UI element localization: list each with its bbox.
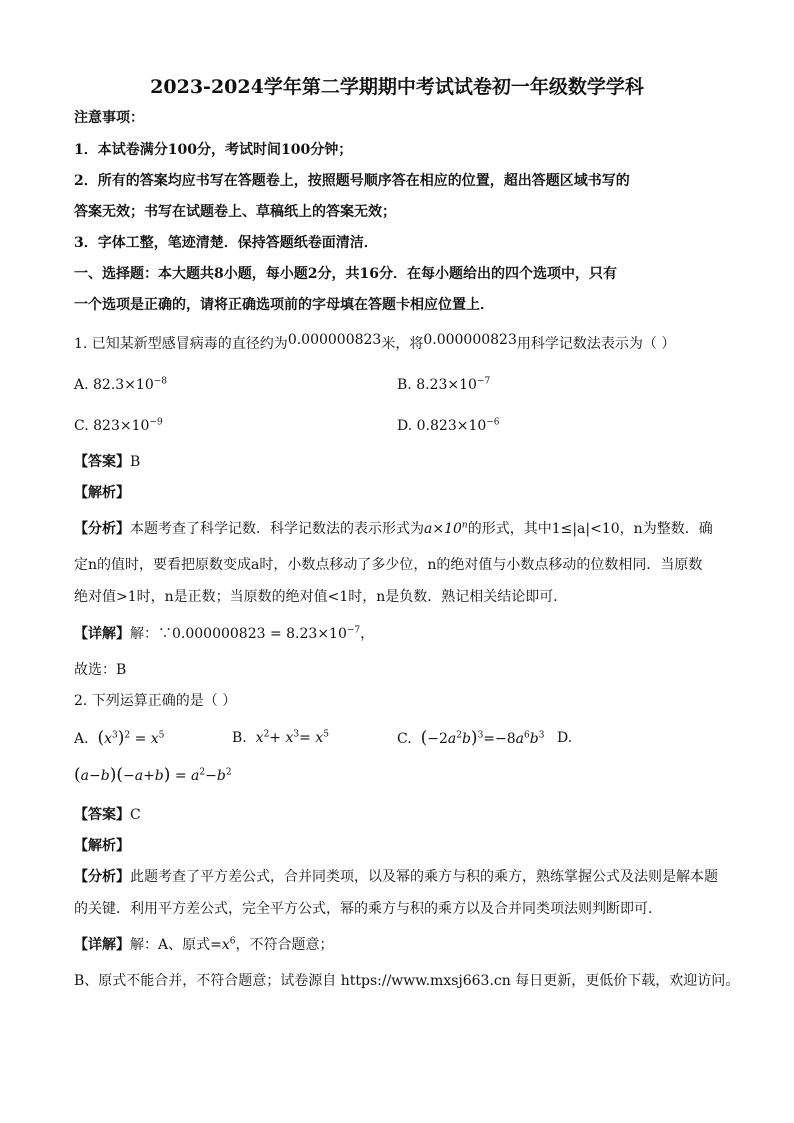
detail-text: 解：A、原式= [130,937,222,953]
option-label: B. [232,730,247,746]
option-exponent: −7 [476,376,491,387]
q1-option-b [397,375,490,395]
q2-answer [74,805,141,825]
section1-line1: 一、选择题：本大题共8小题，每小题2分，共16分．在每小题给出的四个选项中，只有 [74,266,617,282]
option-exponent: −8 [153,376,168,387]
answer-tag: 【答案】 [74,454,130,470]
option-label: A. [74,731,89,747]
q1-option-d [397,416,500,436]
section1-line2: 一个选项是正确的，请将正确选项前的字母填在答题卡相应位置上． [74,297,494,313]
q1-detail [74,624,374,644]
q1-stem-b: 米，将 [381,336,424,352]
page-title: 2023-2024学年第二学期期中考试试卷初一年级数学学科 [150,76,644,98]
option-value: 82.3×10 [93,377,154,393]
notes-item-2a: 2．所有的答案均应书写在答题卷上，按照题号顺序答在相应的位置，超出答题区域书写的 [74,173,630,189]
answer-value: B [130,454,141,470]
q2-fenxi-line1 [74,867,718,887]
q2-option-d [557,728,572,748]
q1-fenxi-line3: 绝对值>1时，n是正数；当原数的绝对值<1时，n是负数．熟记相关结论即可． [74,589,568,605]
option-value: 0.823×10 [416,418,487,434]
answer-tag: 【答案】 [74,807,130,823]
fenxi-exponent: n [461,520,468,531]
q2-detail-line1 [74,935,333,955]
option-formula: $(a-b)(-a+b) = a^2-b^2$ [74,765,232,785]
fenxi-tag: 【分析】 [74,869,130,885]
fenxi-text: 此题考查了平方差公式，合并同类项，以及幂的乘方与积的乘方，熟练掌握公式及法则是解本题 [130,869,718,885]
q2-fenxi-line2: 的关键．利用平方差公式，完全平方公式，幂的乘方与积的乘方以及合并同类项法则判断即可． [74,901,662,917]
option-formula: $(x^3)^2 = x^5$ [97,728,165,748]
detail-tag: 【详解】 [74,626,130,642]
q2-option-b [232,728,329,748]
q2-analysis-tag: 【解析】 [74,838,130,854]
q1-fenxi-line1 [74,519,713,539]
q1-stem-a: 1. 已知某新型感冒病毒的直径约为 [74,336,288,352]
q1-value-repeat: 0.000000823 [423,332,517,348]
option-formula: $x^2+ x^3= x^5$ [255,729,329,746]
q1-option-a [74,375,167,395]
detail-formula: $x^6$ [221,936,236,953]
q1-choose: 故选：B [74,662,127,678]
q1-stem [74,334,675,354]
option-label: D. [397,418,413,434]
option-label: B. [397,377,412,393]
q2-stem: 2. 下列运算正确的是（ ） [74,693,237,709]
option-value: 8.23×10 [416,377,477,393]
notes-item-2b: 答案无效；书写在试题卷上、草稿纸上的答案无效； [74,204,396,220]
notes-item-3: 3．字体工整，笔迹清楚．保持答题纸卷面清洁． [74,235,378,251]
fenxi-text: 本题考查了科学记数．科学记数法的表示形式为 [130,521,424,537]
q1-answer [74,452,140,472]
q1-analysis-tag: 【解析】 [74,485,130,501]
q1-option-c [74,416,163,436]
q1-value: 0.000000823 [287,332,382,348]
detail-tag: 【详解】 [74,937,130,953]
fenxi-tag: 【分析】 [74,521,130,537]
option-label: A. [74,377,89,393]
option-label: C. [397,731,412,747]
option-label: C. [74,418,89,434]
option-exponent: −9 [149,417,163,428]
detail-text: 解：∵0.000000823 = 8.23×10 [130,626,347,642]
option-value: 823×10 [93,418,150,434]
detail-text: ， [360,626,375,642]
q2-detail-line2: B、原式不能合并，不符合题意；试卷源自 https://www.mxsj663.cn 每日更新，更低价下载，欢迎访问。 [74,973,740,989]
notes-heading: 注意事项： [74,110,144,126]
option-label: D. [557,730,573,746]
answer-value: C [130,807,141,823]
q2-option-a [74,728,164,749]
option-exponent: −6 [486,417,500,428]
q1-fenxi-line2: 定n的值时，要看把原数变成a时，小数点移动了多少位，n的绝对值与小数点移动的位数相同．当原数 [74,557,703,573]
detail-exponent: −7 [346,625,361,636]
q1-stem-c: 用科学记数法表示为（ ） [516,336,676,352]
notes-item-1: 1．本试卷满分100分，考试时间100分钟； [74,142,353,158]
q2-option-c [397,728,544,749]
fenxi-text: n为整数．确 [633,521,713,537]
fenxi-formula: a×10 [424,521,462,537]
q2-option-d-formula [74,765,232,786]
option-formula: $(-2a^2b)^3=-8a^6b^3$ [420,728,545,748]
fenxi-text: 的形式，其中1≤|a|<10， [467,521,634,537]
detail-text: ，不符合题意； [235,937,334,953]
